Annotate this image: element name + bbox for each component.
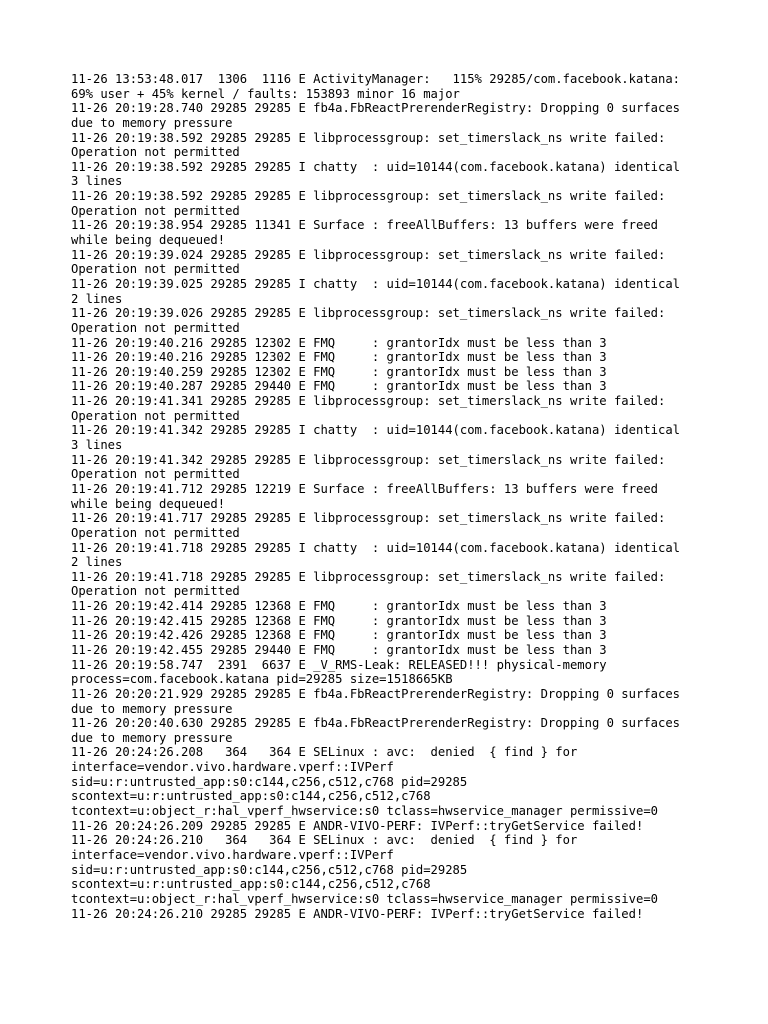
log-line: 11-26 20:19:40.259 29285 12302 E FMQ : grantorIdx must be less than 3: [71, 364, 607, 379]
log-line: 11-26 13:53:48.017 1306 1116 E ActivityManager: 115% 29285/com.facebook.katana:: [71, 72, 681, 86]
log-line: 11-26 20:19:39.024 29285 29285 E libprocessgroup: set_timerslack_ns write failed:: [71, 247, 666, 262]
log-line: 11-26 20:19:40.216 29285 12302 E FMQ : grantorIdx must be less than 3: [71, 350, 607, 365]
log-line: 11-26 20:19:42.455 29285 29440 E FMQ : grantorIdx must be less than 3: [71, 642, 607, 657]
log-line: tcontext=u:object_r:hal_vperf_hwservice:s0 tclass=hwservice_manager permissive=0: [71, 804, 658, 819]
log-line: 11-26 20:19:41.342 29285 29285 I chatty : uid=10144(com.facebook.katana) identical: [71, 423, 681, 438]
log-line: 2 lines: [71, 291, 123, 306]
log-line: Operation not permitted: [71, 262, 240, 277]
log-line: Operation not permitted: [71, 145, 240, 160]
log-line: scontext=u:r:untrusted_app:s0:c144,c256,c512,c768: [71, 789, 431, 804]
log-text-block: [71, 72, 711, 921]
log-line: 11-26 20:19:41.717 29285 29285 E libprocessgroup: set_timerslack_ns write failed:: [71, 511, 666, 526]
log-line: Operation not permitted: [71, 203, 240, 218]
log-line: 11-26 20:19:41.712 29285 12219 E Surface : freeAllBuffers: 13 buffers were freed: [71, 481, 658, 496]
log-line: 11-26 20:19:41.341 29285 29285 E libprocessgroup: set_timerslack_ns write failed:: [71, 394, 666, 409]
log-line: 11-26 20:20:40.630 29285 29285 E fb4a.FbReactPrerenderRegistry: Dropping 0 surfaces: [71, 716, 681, 731]
log-line: Operation not permitted: [71, 467, 240, 482]
log-line: 11-26 20:19:41.342 29285 29285 E libprocessgroup: set_timerslack_ns write failed:: [71, 452, 666, 467]
log-line: interface=vendor.vivo.hardware.vperf::IVPerf: [71, 760, 394, 775]
log-line: 11-26 20:19:38.592 29285 29285 E libprocessgroup: set_timerslack_ns write failed:: [71, 189, 666, 204]
log-line: 11-26 20:24:26.210 364 364 E SELinux : avc: denied { find } for: [71, 833, 578, 848]
log-line: 11-26 20:19:38.592 29285 29285 E libprocessgroup: set_timerslack_ns write failed:: [71, 130, 666, 145]
log-line: while being dequeued!: [71, 233, 226, 248]
log-line: while being dequeued!: [71, 496, 226, 511]
log-line: Operation not permitted: [71, 584, 240, 599]
log-line: 11-26 20:24:26.210 29285 29285 E ANDR-VIVO-PERF: IVPerf::tryGetService failed!: [71, 906, 644, 921]
log-line: 11-26 20:24:26.209 29285 29285 E ANDR-VIVO-PERF: IVPerf::tryGetService failed!: [71, 818, 644, 833]
log-line: scontext=u:r:untrusted_app:s0:c144,c256,c512,c768: [71, 877, 431, 892]
log-line: process=com.facebook.katana pid=29285 size=1518665KB: [71, 672, 453, 687]
log-line: 11-26 20:20:21.929 29285 29285 E fb4a.FbReactPrerenderRegistry: Dropping 0 surfaces: [71, 686, 681, 701]
log-line: due to memory pressure: [71, 730, 233, 745]
log-line: 11-26 20:19:40.287 29285 29440 E FMQ : grantorIdx must be less than 3: [71, 379, 607, 394]
log-line: 11-26 20:19:40.216 29285 12302 E FMQ : grantorIdx must be less than 3: [71, 335, 607, 350]
log-line: 11-26 20:19:42.414 29285 12368 E FMQ : grantorIdx must be less than 3: [71, 599, 607, 614]
log-line: 11-26 20:19:42.426 29285 12368 E FMQ : grantorIdx must be less than 3: [71, 628, 607, 643]
log-line: sid=u:r:untrusted_app:s0:c144,c256,c512,c768 pid=29285: [71, 774, 468, 789]
log-line: interface=vendor.vivo.hardware.vperf::IVPerf: [71, 847, 394, 862]
log-line: 11-26 20:19:41.718 29285 29285 I chatty : uid=10144(com.facebook.katana) identical: [71, 540, 681, 555]
log-line: due to memory pressure: [71, 701, 233, 716]
log-line: 69% user + 45% kernel / faults: 153893 minor 16 major: [71, 86, 460, 101]
log-line: 11-26 20:19:38.592 29285 29285 I chatty : uid=10144(com.facebook.katana) identical: [71, 159, 681, 174]
log-line: 3 lines: [71, 174, 123, 189]
log-line: 11-26 20:19:42.415 29285 12368 E FMQ : grantorIdx must be less than 3: [71, 613, 607, 628]
log-line: Operation not permitted: [71, 320, 240, 335]
log-line: 11-26 20:19:39.026 29285 29285 E libprocessgroup: set_timerslack_ns write failed:: [71, 306, 666, 321]
log-line: 2 lines: [71, 555, 123, 570]
log-line: tcontext=u:object_r:hal_vperf_hwservice:s0 tclass=hwservice_manager permissive=0: [71, 891, 658, 906]
log-line: 11-26 20:19:39.025 29285 29285 I chatty : uid=10144(com.facebook.katana) identical: [71, 276, 681, 291]
log-line: 11-26 20:19:28.740 29285 29285 E fb4a.FbReactPrerenderRegistry: Dropping 0 surfaces: [71, 101, 681, 116]
log-line: Operation not permitted: [71, 408, 240, 423]
log-line: sid=u:r:untrusted_app:s0:c144,c256,c512,c768 pid=29285: [71, 862, 468, 877]
log-line: 11-26 20:19:58.747 2391 6637 E _V_RMS-Leak: RELEASED!!! physical-memory: [71, 657, 607, 672]
log-line: 11-26 20:19:41.718 29285 29285 E libprocessgroup: set_timerslack_ns write failed:: [71, 569, 666, 584]
log-line: Operation not permitted: [71, 525, 240, 540]
log-line: due to memory pressure: [71, 115, 233, 130]
log-line: 11-26 20:19:38.954 29285 11341 E Surface : freeAllBuffers: 13 buffers were freed: [71, 218, 658, 233]
log-line: 11-26 20:24:26.208 364 364 E SELinux : avc: denied { find } for: [71, 745, 578, 760]
log-line: 3 lines: [71, 438, 123, 453]
